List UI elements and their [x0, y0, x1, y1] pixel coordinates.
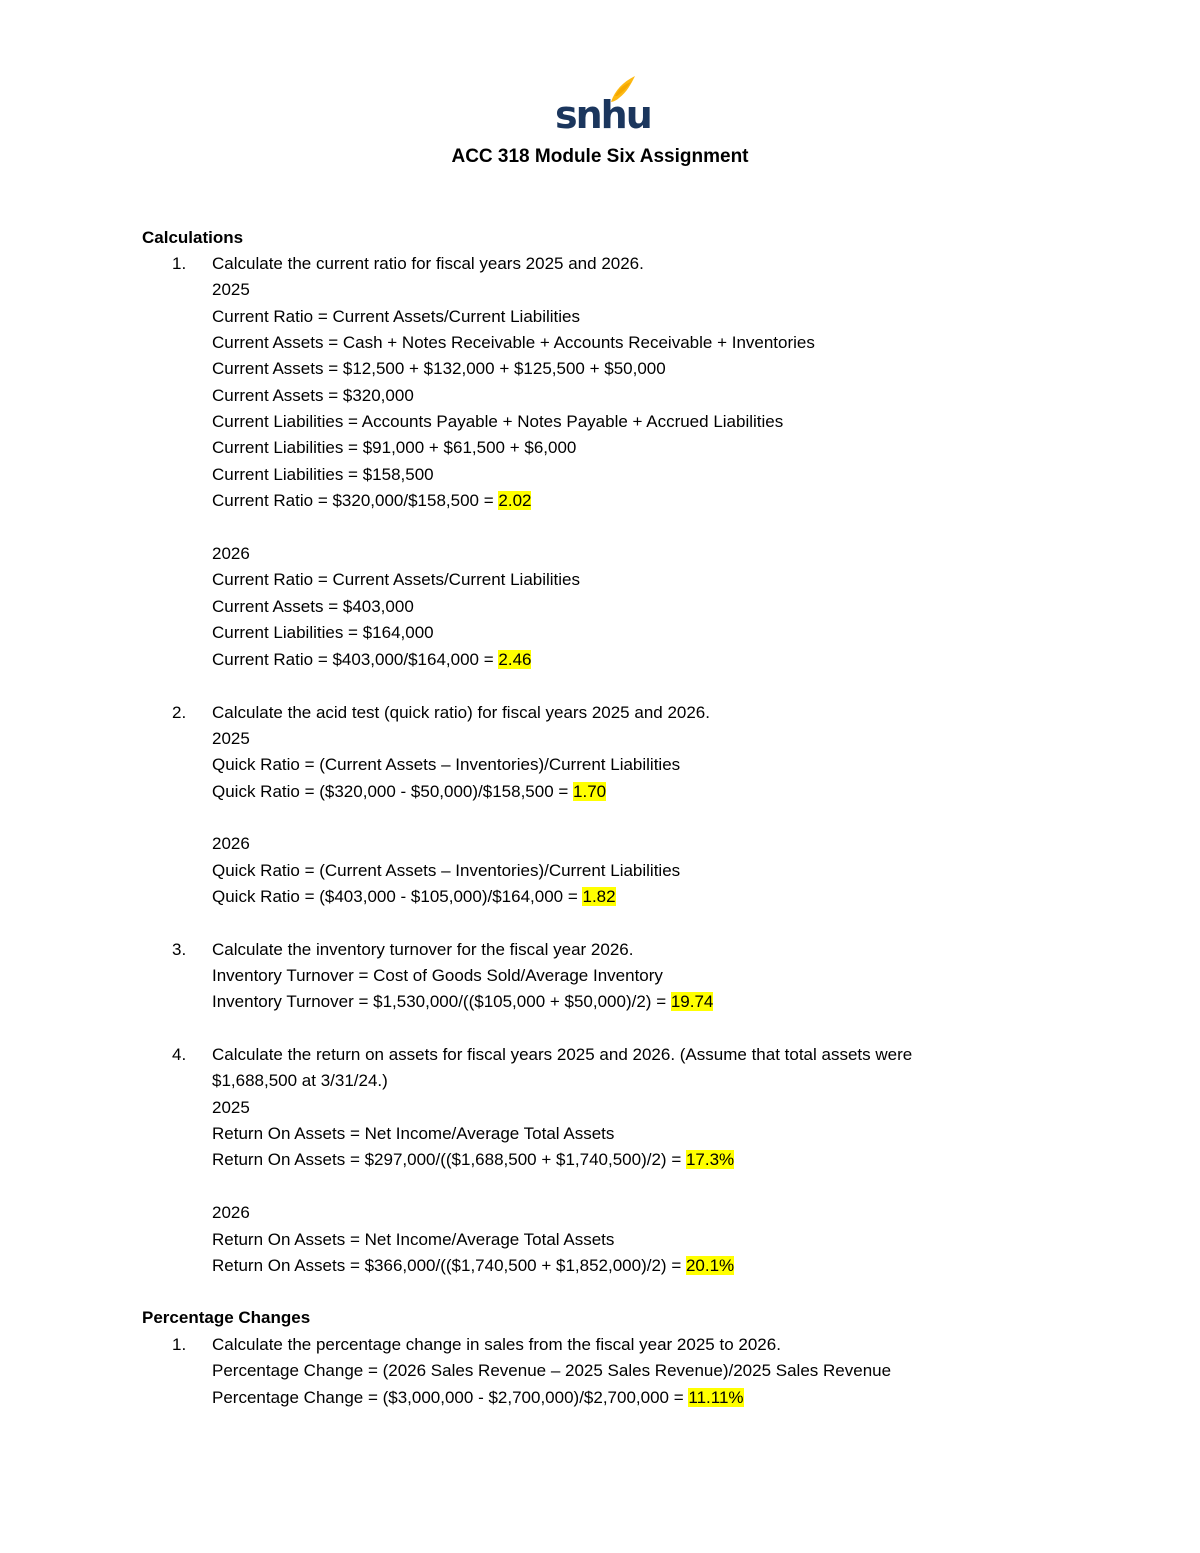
result-line [212, 1147, 734, 1173]
result-formula: Quick Ratio = ($403,000 - $105,000)/$164,000 = [212, 887, 583, 906]
year-label: 2025 [212, 280, 250, 299]
formula-line: Current Assets = $403,000 [212, 597, 414, 616]
formula-line: Percentage Change = (2026 Sales Revenue – 2025 Sales Revenue)/2025 Sales Revenue [212, 1361, 892, 1380]
result-formula: Current Ratio = $320,000/$158,500 = [212, 491, 499, 510]
section-heading-percentage-changes: Percentage Changes [142, 1308, 311, 1327]
question-text: Calculate the percentage change in sales from the fiscal year 2025 to 2026. [212, 1335, 781, 1354]
result-formula: Return On Assets = $297,000/(($1,688,500 + $1,740,500)/2) = [212, 1150, 686, 1169]
question-text-continued: $1,688,500 at 3/31/24.) [212, 1071, 388, 1090]
formula-line: Return On Assets = Net Income/Average Total Assets [212, 1230, 615, 1249]
formula-line: Quick Ratio = (Current Assets – Inventories)/Current Liabilities [212, 755, 681, 774]
formula-line: Current Assets = $320,000 [212, 386, 414, 405]
result-formula: Quick Ratio = ($320,000 - $50,000)/$158,500 = [212, 782, 574, 801]
item-number: 2. [172, 703, 187, 722]
formula-line: Current Assets = $12,500 + $132,000 + $125,500 + $50,000 [212, 359, 666, 378]
year-label: 2025 [212, 1098, 250, 1117]
result-formula: Return On Assets = $366,000/(($1,740,500 + $1,852,000)/2) = [212, 1256, 686, 1275]
formula-line: Inventory Turnover = Cost of Goods Sold/Average Inventory [212, 966, 663, 985]
question-text: Calculate the acid test (quick ratio) for fiscal years 2025 and 2026. [212, 703, 710, 722]
year-label: 2026 [212, 544, 250, 563]
formula-line: Quick Ratio = (Current Assets – Inventories)/Current Liabilities [212, 861, 681, 880]
year-label: 2025 [212, 729, 250, 748]
question-text: Calculate the inventory turnover for the fiscal year 2026. [212, 940, 634, 959]
formula-line: Current Ratio = Current Assets/Current Liabilities [212, 307, 581, 326]
item-number: 1. [172, 1335, 187, 1354]
highlighted-answer: 19.74 [670, 992, 714, 1011]
item-number: 4. [172, 1045, 187, 1064]
result-line [212, 1253, 734, 1279]
result-line [212, 488, 531, 514]
item-number: 1. [172, 254, 187, 273]
question-text: Calculate the return on assets for fiscal years 2025 and 2026. (Assume that total assets were [212, 1045, 913, 1064]
question-text: Calculate the current ratio for fiscal years 2025 and 2026. [212, 254, 644, 273]
formula-line: Current Ratio = Current Assets/Current Liabilities [212, 570, 581, 589]
result-line [212, 647, 531, 673]
highlighted-answer: 20.1% [685, 1256, 735, 1275]
highlighted-answer: 11.11% [688, 1388, 744, 1407]
document-title: ACC 318 Module Six Assignment [451, 146, 749, 167]
svg-text:snhu: snhu [555, 93, 651, 137]
year-label: 2026 [212, 1203, 250, 1222]
result-formula: Percentage Change = ($3,000,000 - $2,700,000)/$2,700,000 = [212, 1388, 689, 1407]
formula-line: Current Liabilities = $158,500 [212, 465, 434, 484]
highlighted-answer: 1.82 [582, 887, 616, 906]
result-formula: Inventory Turnover = $1,530,000/(($105,000 + $50,000)/2) = [212, 992, 671, 1011]
result-line [212, 1385, 744, 1411]
formula-line: Return On Assets = Net Income/Average Total Assets [212, 1124, 615, 1143]
highlighted-answer: 2.46 [498, 650, 532, 669]
highlighted-answer: 2.02 [498, 491, 532, 510]
highlighted-answer: 17.3% [685, 1150, 735, 1169]
snhu-logo [553, 74, 651, 137]
highlighted-answer: 1.70 [573, 782, 607, 801]
formula-line: Current Liabilities = $91,000 + $61,500 + $6,000 [212, 438, 577, 457]
formula-line: Current Assets = Cash + Notes Receivable + Accounts Receivable + Inventories [212, 333, 815, 352]
formula-line: Current Liabilities = $164,000 [212, 623, 434, 642]
result-line [212, 884, 616, 910]
result-line [212, 989, 713, 1015]
result-formula: Current Ratio = $403,000/$164,000 = [212, 650, 499, 669]
result-line [212, 779, 606, 805]
year-label: 2026 [212, 834, 250, 853]
section-heading-calculations: Calculations [142, 228, 244, 247]
item-number: 3. [172, 940, 187, 959]
formula-line: Current Liabilities = Accounts Payable + Notes Payable + Accrued Liabilities [212, 412, 784, 431]
